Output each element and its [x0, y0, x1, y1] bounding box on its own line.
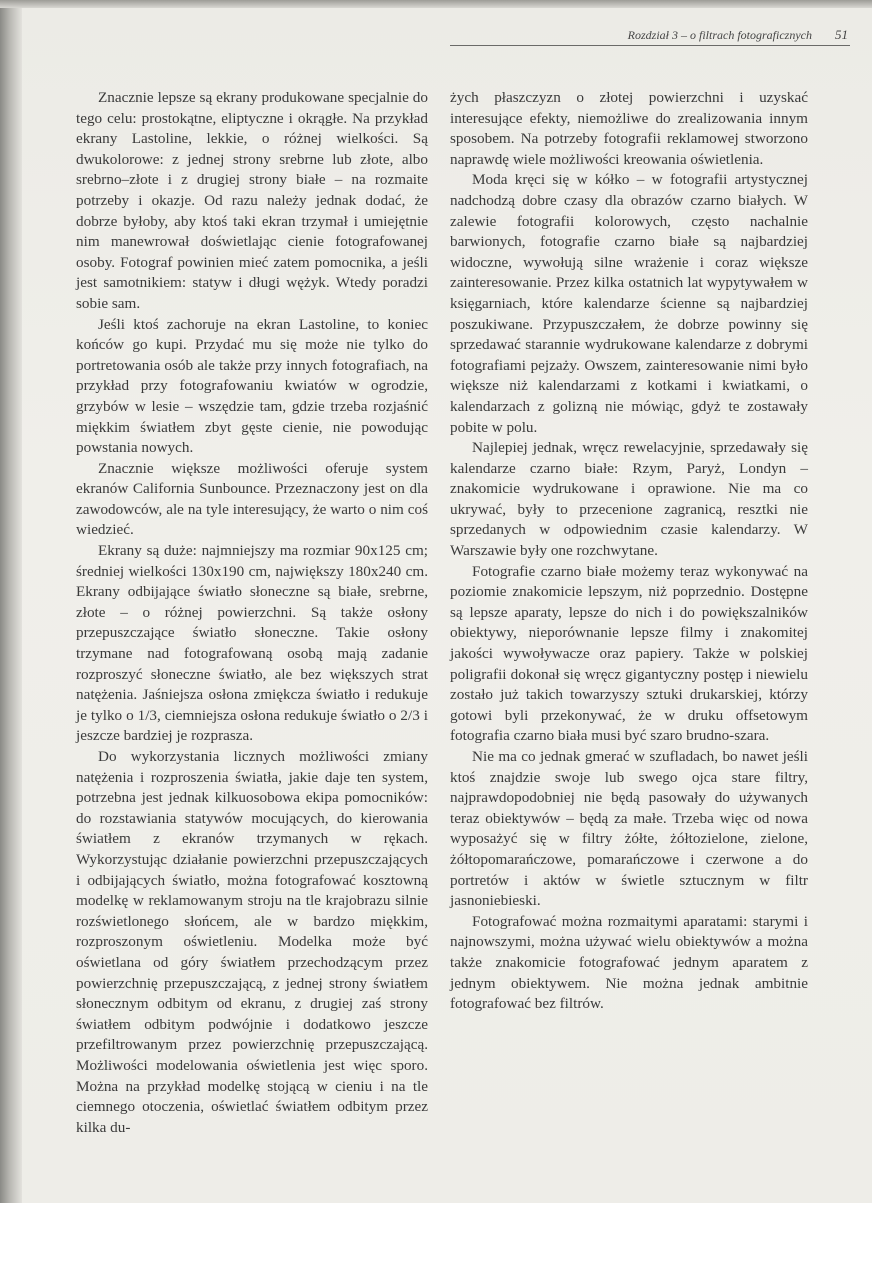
- paragraph: Jeśli ktoś zachoruje na ekran Lastoline, to koniec końców go kupi. Przydać mu się może nie tylko do portretowania osób ale także przy innych fotografiach, na przykład przy fotografowaniu kwiatów w ogrodzie, grzybów w lesie – wszędzie tam, gdzie trzeba rozjaśnić miękkim światłem zbyt gęste cienie, nie powodując powstania nowych.: [76, 315, 428, 457]
- page-number: 51: [835, 27, 848, 42]
- left-column: [76, 88, 428, 1138]
- paragraph: Moda kręci się w kółko – w fotografii artystycznej nadchodzą dobre czasy dla obrazów czarno białych. W zalewie fotografii kolorowych, często nachalnie barwionych, fotografie czarno białe są najbardziej widoczne, wywołują silne wrażenie i coraz większe zainteresowanie. Przez kilka ostatnich lat wypytywałem w księgarniach, które kalendarze ścienne są najbardziej poszukiwane. Przypuszczałem, że dobrze powinny się sprzedawać starannie wydrukowane kalendarze z dobrymi fotografiami pejzaży. Owszem, zainteresowanie nimi było większe niż kalendarzami z kotkami i kwiatkami, o kalendarzach z golizną nie mówiąc, gdyż te zostawały pobite w polu.: [450, 171, 808, 436]
- paragraph: Znacznie większe możliwości oferuje system ekranów California Sunbounce. Przeznaczony jest on dla zawodowców, ale na tyle interesujący, że warto o nim coś wiedzieć.: [76, 459, 428, 539]
- paragraph: Fotografie czarno białe możemy teraz wykonywać na poziomie znakomicie lepszym, niż poprzednio. Dostępne są lepsze aparaty, lepsze do nich i do powiększalników obiektywy, nieporównanie lepsze filmy i znakomitej jakości wywoływacze oraz papiery. Także w polskiej poligrafii dokonał się wręcz gigantyczny postęp i niewielu zostało już takich towarzyszy sztuki drukarskiej, którzy gotowi byli przekonywać, że w druku offsetowym fotografia czarno biała musi być szaro brudno-szara.: [450, 562, 808, 745]
- right-column: [450, 88, 808, 1015]
- paragraph: Znacznie lepsze są ekrany produkowane specjalnie do tego celu: prostokątne, eliptyczne i okrągłe. Na przykład ekrany Lastoline, lekkie, o różnej wielkości. Są dwukolorowe: z jednej strony srebrne lub złote, albo srebrno–złote i z drugiej strony białe – na rozmaite potrzeby i okazje. Od razu należy jednak dodać, że dobrze byłoby, aby ktoś taki ekran trzymał i umiejętnie nim manewrował doświetlając cienie fotografowanej osoby. Fotograf powinien mieć zatem pomocnika, a jeśli jest samotnikiem: statyw i długi wężyk. Wtedy poradzi sobie sam.: [76, 89, 428, 312]
- page-shadow-left: [0, 0, 22, 1203]
- paragraph: żych płaszczyzn o złotej powierzchni i uzyskać interesujące efekty, niemożliwe do zrealizowania innym sposobem. Na potrzeby fotografii reklamowej stworzono naprawdę wiele możliwości kreowania oświetlenia.: [450, 89, 808, 168]
- paragraph: Fotografować można rozmaitymi aparatami: starymi i najnowszymi, można używać wielu obiektywów a można także znakomicie fotografować jednym aparatem z jednym obiektywem. Nie można jednak ambitnie fotografować bez filtrów.: [450, 912, 808, 1013]
- header-rule: [450, 45, 850, 46]
- page-shadow-top: [0, 0, 872, 8]
- paragraph: Ekrany są duże: najmniejszy ma rozmiar 90x125 cm; średniej wielkości 130x190 cm, największy 180x240 cm. Ekrany odbijające światło słoneczne są białe, srebrne, złote – o różnej powierzchni. Są także osłony przepuszczające światło słoneczne. Takie osłony trzymane nad fotografowaną osobą mają zadanie rozproszyć słoneczne światło, ale bez większych strat natężenia. Jaśniejsza osłona zmiękcza światło i redukuje je tylko o 1/3, ciemniejsza osłona redukuje światło o 2/3 i jeszcze bardziej je rozprasza.: [76, 542, 428, 745]
- chapter-title: Rozdział 3 – o filtrach fotograficznych: [627, 28, 812, 42]
- running-head: [450, 28, 850, 50]
- paragraph: Najlepiej jednak, wręcz rewelacyjnie, sprzedawały się kalendarze czarno białe: Rzym, Paryż, Londyn – znakomicie wydrukowane i oprawione. Nie ma co ukrywać, były to przecenione zagranicą, resztki nie sprzedanych w odpowiednim czasie kalendarzy. W Warszawie były one rozchwytane.: [450, 439, 808, 560]
- paragraph: Do wykorzystania licznych możliwości zmiany natężenia i rozproszenia światła, jakie daje ten system, potrzebna jest jednak kilkuosobowa ekipa pomocników: do rozstawiania statywów mocujących, do kierowania światłem z ekranów trzymanych w rękach. Wykorzystując działanie powierzchni przepuszczających i odbijających światło, można fotografować kosztowną modelkę w reklamowanym stroju na tle krajobrazu silnie rozświetlonego słońcem, ale w bardzo miękkim, rozproszonym oświetleniu. Modelka może być oświetlana od góry światłem przechodzącym przez powierzchnię przepuszczającą, z jednej strony światłem słonecznym odbitym od ekranu, z drugiej zaś strony światłem odbitym podwójnie i dodatkowo jeszcze przefiltrowanym przez powierzchnię przepuszczającą. Możliwości modelowania oświetlenia jest więc sporo. Można na przykład modelkę stojącą w cieniu i na tle ciemnego otoczenia, oświetlać światłem odbitym przez kilka du-: [76, 748, 428, 1136]
- paragraph: Nie ma co jednak gmerać w szufladach, bo nawet jeśli ktoś znajdzie swoje lub swego ojca stare filtry, najprawdopodobniej nie będą pasowały do używanych teraz obiektywów – będą za małe. Trzeba więc od nowa wyposażyć się w filtry żółte, żółtozielone, zielone, żółtopomarańczowe, pomarańczowe i czerwone a do portretów i aktów w świetle sztucznym w filtr jasnoniebieski.: [450, 748, 808, 910]
